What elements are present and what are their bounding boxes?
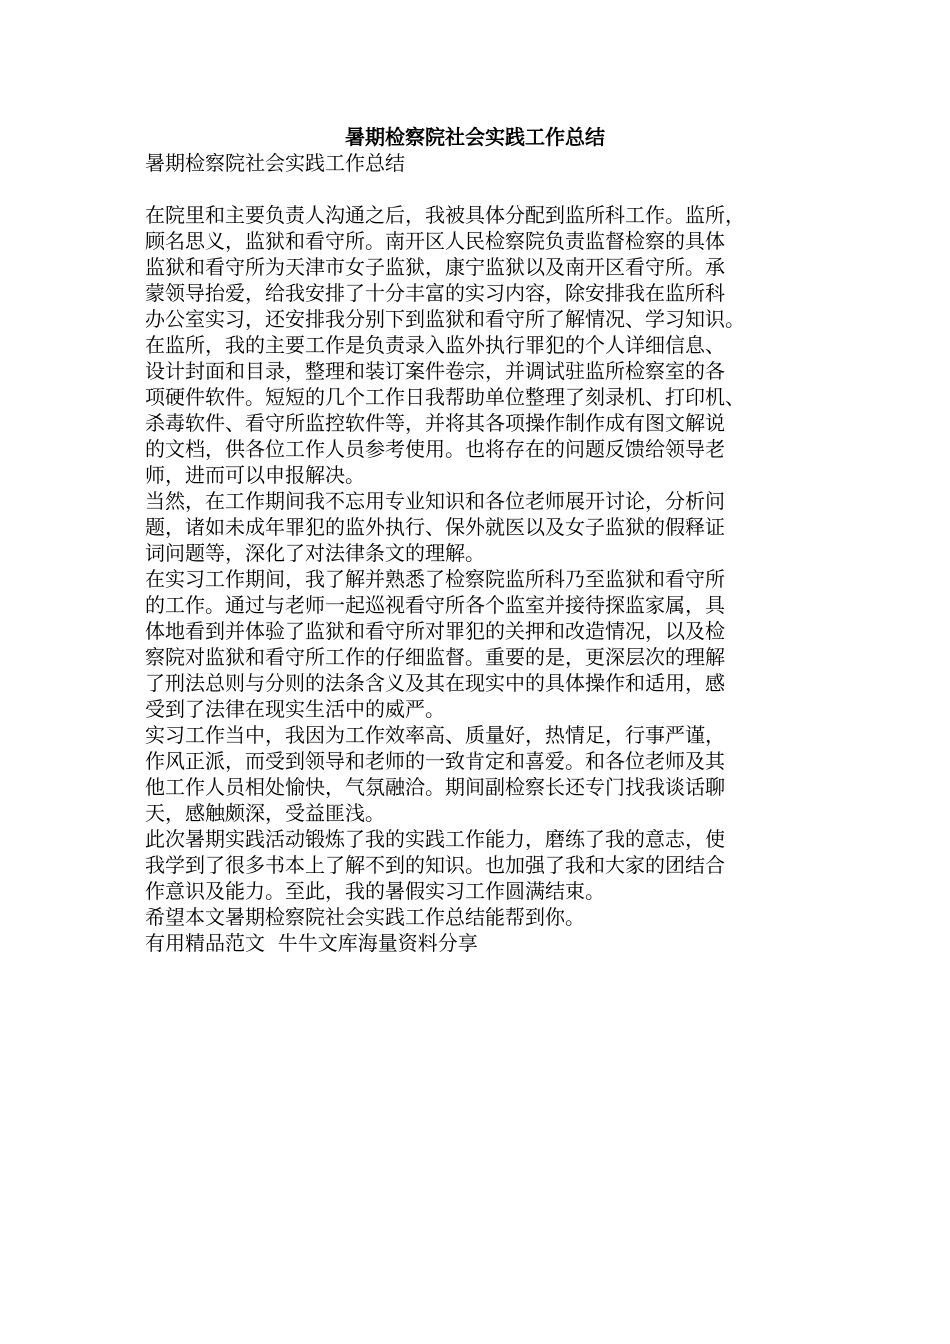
paragraph-1: 在院里和主要负责人沟通之后，我被具体分配到监所科工作。监所， 顾名思义，监狱和看守所。南开区人民检察院负责监督检察的具体 监狱和看守所为天津市女子监狱，康宁监狱以及南开区看守所。承 蒙领导抬爱，给我安排了十分丰富的实习内容，除安排我在监所科 办公室实习，还安排我分别下到监狱和看守所了解情况、学习知识。 (145, 203, 745, 331)
document-title: 暑期检察院社会实践工作总结 (345, 125, 605, 149)
footer-note: 有用精品范文 牛牛文库海量资料分享 (145, 931, 478, 955)
paragraph-6: 此次暑期实践活动锻炼了我的实践工作能力，磨练了我的意志，使 我学到了很多书本上了解不到的知识。也加强了我和大家的团结合 作意识及能力。至此，我的暑假实习工作圆满结束。 (145, 827, 725, 903)
blank-line (145, 176, 810, 202)
paragraph-3: 当然，在工作期间我不忘用专业知识和各位老师展开讨论，分析问 题，诸如未成年罪犯的监外执行、保外就医以及女子监狱的假释证 词问题等，深化了对法律条文的理解。 (145, 489, 725, 565)
paragraph-2: 在监所，我的主要工作是负责录入监外执行罪犯的个人详细信息、 设计封面和目录，整理和装订案件卷宗，并调试驻监所检察室的各 项硬件软件。短短的几个工作日我帮助单位整理了刻录机、打印机、 杀毒软件、看守所监控软件等，并将其各项操作制作成有图文解说 的文档，供各位工作人员参考使用。也将存在的问题反馈给领导老 师，进而可以申报解决。 (145, 333, 745, 487)
closing-line: 希望本文暑期检察院社会实践工作总结能帮到你。 (145, 905, 585, 929)
document-body (145, 150, 810, 956)
paragraph-4: 在实习工作期间，我了解并熟悉了检察院监所科乃至监狱和看守所 的工作。通过与老师一起巡视看守所各个监室并接待探监家属，具 体地看到并体验了监狱和看守所对罪犯的关押和改造情况，以及检 察院对监狱和看守所工作的仔细监督。重要的是，更深层次的理解 了刑法总则与分则的法条含义及其在现实中的具体操作和适用，感 受到了法律在现实生活中的威严。 (145, 567, 725, 721)
paragraph-5: 实习工作当中，我因为工作效率高、质量好，热情足，行事严谨， 作风正派，而受到领导和老师的一致肯定和喜爱。和各位老师及其 他工作人员相处愉快，气氛融洽。期间副检察长还专门找我谈话聊 天，感触颇深，受益匪浅。 (145, 723, 725, 825)
document-subtitle: 暑期检察院社会实践工作总结 (145, 151, 405, 175)
